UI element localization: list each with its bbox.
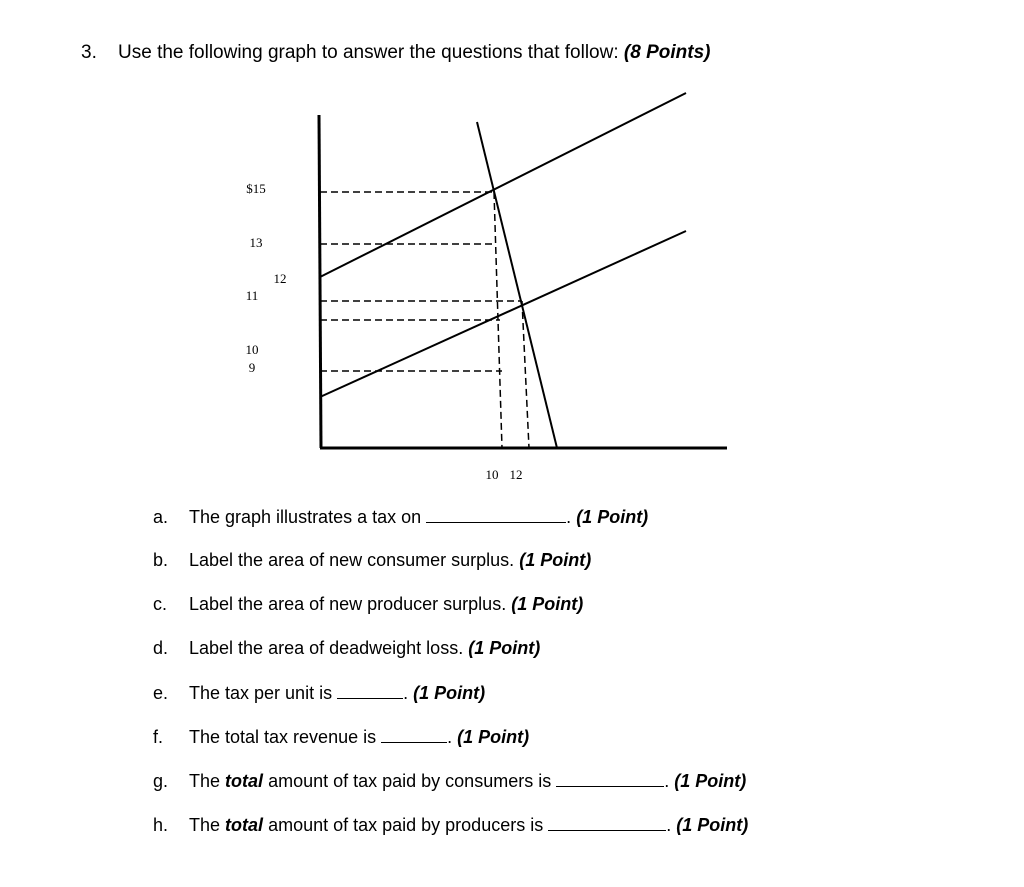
price-label-9: 9: [248, 360, 256, 375]
item-text: The: [189, 771, 221, 791]
item-text: Label the area of new producer surplus.: [189, 594, 507, 614]
question-points: (8 Points): [623, 42, 711, 63]
quantity-label-10: 10: [485, 467, 499, 482]
item-text: The: [189, 815, 221, 835]
item-text: The total tax revenue is: [189, 727, 377, 747]
price-label-10: 10: [245, 342, 259, 357]
item-letter: b.: [153, 550, 169, 570]
item-letter: d.: [153, 638, 169, 658]
supply-curve-original: [320, 231, 686, 397]
item-text-continued: amount of tax paid by consumers is: [268, 771, 552, 791]
price-label-13: 13: [249, 235, 263, 250]
question-item-h: [153, 814, 748, 836]
price-label-11: 11: [245, 288, 259, 303]
answer-blank[interactable]: [337, 682, 403, 699]
item-points: (1 Point): [413, 683, 486, 703]
item-text: The tax per unit is: [189, 683, 333, 703]
answer-blank[interactable]: [556, 770, 664, 787]
item-punct: .: [403, 683, 409, 703]
item-letter: h.: [153, 815, 169, 835]
side-label-12: 12: [273, 271, 287, 286]
supply-curve-with-tax: [320, 93, 686, 277]
quantity-label-12: 12: [509, 467, 523, 482]
item-letter: e.: [153, 683, 169, 703]
item-points: (1 Point): [468, 638, 541, 658]
item-punct: .: [447, 727, 453, 747]
answer-blank[interactable]: [381, 726, 447, 743]
answer-blank[interactable]: [426, 506, 566, 523]
item-text: The graph illustrates a tax on: [189, 507, 422, 527]
question-item-a: [153, 506, 648, 528]
question-text: Use the following graph to answer the questions that follow:: [118, 42, 619, 63]
item-points: (1 Point): [676, 815, 749, 835]
item-points: (1 Point): [519, 550, 592, 570]
item-text: Label the area of new consumer surplus.: [189, 550, 515, 570]
item-emphasis: total: [225, 815, 264, 835]
item-points: (1 Point): [457, 727, 530, 747]
item-letter: f.: [153, 727, 164, 747]
question-item-e: [153, 682, 485, 704]
item-punct: .: [566, 507, 572, 527]
item-points: (1 Point): [576, 507, 649, 527]
item-text: Label the area of deadweight loss.: [189, 638, 464, 658]
answer-blank[interactable]: [548, 814, 666, 831]
question-item-d: [153, 638, 540, 659]
question-item-f: [153, 726, 529, 748]
item-letter: g.: [153, 771, 169, 791]
item-text-continued: amount of tax paid by producers is: [268, 815, 544, 835]
item-letter: c.: [153, 594, 168, 614]
item-punct: .: [666, 815, 672, 835]
item-letter: a.: [153, 507, 169, 527]
question-item-c: [153, 594, 583, 615]
item-emphasis: total: [225, 771, 264, 791]
item-punct: .: [664, 771, 670, 791]
item-points: (1 Point): [674, 771, 747, 791]
question-item-g: [153, 770, 746, 792]
demand-curve: [477, 122, 557, 448]
question-item-b: [153, 550, 591, 571]
price-label-15: $15: [246, 181, 266, 196]
item-points: (1 Point): [511, 594, 584, 614]
y-axis: [319, 115, 321, 448]
question-number: 3.: [81, 42, 97, 63]
